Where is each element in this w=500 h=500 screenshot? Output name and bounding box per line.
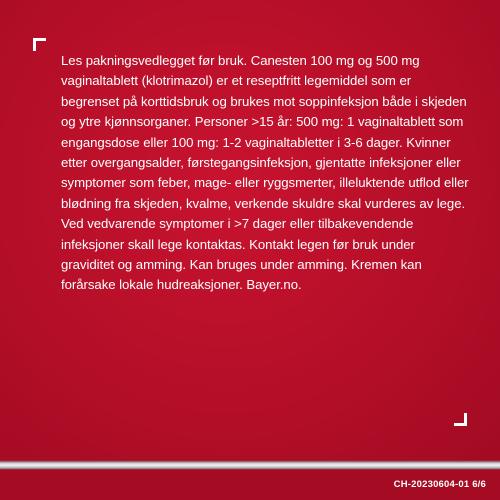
corner-bracket-top-left-icon [33,38,46,51]
corner-bracket-bottom-right-icon [454,413,467,426]
page-indicator: 6/6 [472,479,486,490]
reference-code [394,479,486,490]
disclaimer-text: Les pakningsvedlegget før bruk. Canesten 100 mg og 500 mg vaginaltablett (klotrimazol) er et reseptfritt legemiddel som er begrenset på korttidsbruk og brukes mot soppinfeksjon både i skjeden og ytre kjønnsorganer. Personer >15 år: 500 mg: 1 vaginaltablett som engangsdose eller 100 mg: 1-2 vaginaltabletter i 3-6 dager. Kvinner etter overgangsalder, førstegangsinfeksjon, gjentatte infeksjoner eller symptomer som feber, mage- eller ryggsmerter, illeluktende utflod eller blødning fra skjeden, kvalme, verkende skuldre skal vurderes av lege. Ved vedvarende symptomer i >7 dager eller tilbakevendende infeksjoner skall lege kontaktas. Kontakt legen før bruk under graviditet og amming. Kan bruges under amming. Kremen kan forårsake lokale hudreaksjoner. Bayer.no. [61,53,469,293]
reference-code-id: CH-20230604-01 [393,479,470,490]
silver-divider [0,460,500,470]
